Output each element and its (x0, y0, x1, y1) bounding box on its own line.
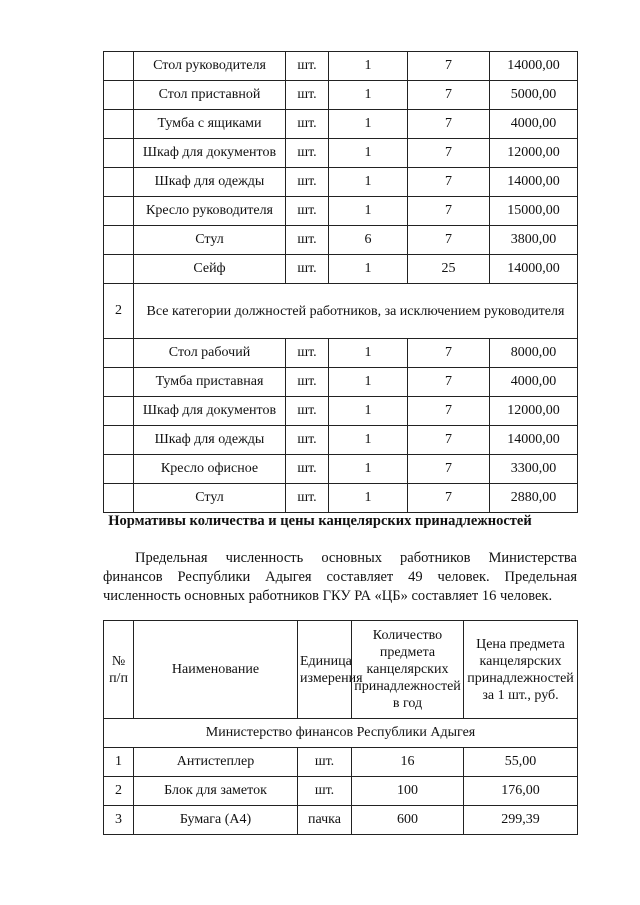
unit-cell: шт. (286, 226, 329, 255)
header-qty: Количество предмета канцелярских принадлежностей в год (352, 621, 464, 719)
name-cell: Антистеплер (134, 748, 298, 777)
years-cell: 7 (408, 139, 490, 168)
table-row (104, 168, 578, 197)
years-cell: 7 (408, 110, 490, 139)
category-text: Все категории должностей работников, за исключением руководителя (134, 284, 578, 339)
price-cell: 4000,00 (490, 110, 578, 139)
unit-cell: шт. (286, 484, 329, 513)
unit-cell: шт. (286, 397, 329, 426)
qty-cell: 1 (329, 455, 408, 484)
qty-cell: 1 (329, 255, 408, 284)
table-row (104, 368, 578, 397)
table-row (104, 455, 578, 484)
table-row (104, 748, 578, 777)
price-cell: 12000,00 (490, 397, 578, 426)
years-cell: 7 (408, 426, 490, 455)
qty-cell: 600 (352, 806, 464, 835)
years-cell: 7 (408, 484, 490, 513)
unit-cell: шт. (286, 255, 329, 284)
name-cell: Стул (134, 226, 286, 255)
name-cell: Блок для заметок (134, 777, 298, 806)
qty-cell: 6 (329, 226, 408, 255)
qty-cell: 100 (352, 777, 464, 806)
years-cell: 7 (408, 226, 490, 255)
num-cell (104, 455, 134, 484)
years-cell: 7 (408, 52, 490, 81)
name-cell: Шкаф для документов (134, 397, 286, 426)
num-cell (104, 110, 134, 139)
qty-cell: 1 (329, 426, 408, 455)
unit-cell: шт. (286, 110, 329, 139)
unit-cell: шт. (286, 339, 329, 368)
section-row (104, 719, 578, 748)
category-num: 2 (104, 284, 134, 339)
section-heading: Нормативы количества и цены канцелярских принадлежностей (108, 513, 532, 529)
furniture-norms-table (103, 51, 578, 513)
price-cell: 5000,00 (490, 81, 578, 110)
price-cell: 3300,00 (490, 455, 578, 484)
table-header-row (104, 621, 578, 719)
years-cell: 7 (408, 368, 490, 397)
name-cell: Стул (134, 484, 286, 513)
table-row (104, 110, 578, 139)
header-num: № п/п (104, 621, 134, 719)
header-unit: Единица измерения (298, 621, 352, 719)
price-cell: 299,39 (464, 806, 578, 835)
price-cell: 12000,00 (490, 139, 578, 168)
years-cell: 7 (408, 81, 490, 110)
header-name: Наименование (134, 621, 298, 719)
num-cell: 1 (104, 748, 134, 777)
qty-cell: 1 (329, 110, 408, 139)
unit-cell: шт. (286, 168, 329, 197)
header-price: Цена предмета канцелярских принадлежностей за 1 шт., руб. (464, 621, 578, 719)
num-cell (104, 426, 134, 455)
num-cell (104, 226, 134, 255)
table-row (104, 484, 578, 513)
unit-cell: шт. (298, 777, 352, 806)
num-cell (104, 368, 134, 397)
name-cell: Бумага (А4) (134, 806, 298, 835)
price-cell: 14000,00 (490, 426, 578, 455)
name-cell: Кресло руководителя (134, 197, 286, 226)
qty-cell: 1 (329, 52, 408, 81)
qty-cell: 1 (329, 397, 408, 426)
price-cell: 15000,00 (490, 197, 578, 226)
name-cell: Стол приставной (134, 81, 286, 110)
num-cell (104, 255, 134, 284)
name-cell: Шкаф для документов (134, 139, 286, 168)
price-cell: 176,00 (464, 777, 578, 806)
unit-cell: шт. (286, 139, 329, 168)
num-cell (104, 197, 134, 226)
name-cell: Тумба с ящиками (134, 110, 286, 139)
unit-cell: шт. (286, 455, 329, 484)
num-cell (104, 484, 134, 513)
num-cell: 2 (104, 777, 134, 806)
qty-cell: 1 (329, 197, 408, 226)
years-cell: 7 (408, 455, 490, 484)
num-cell: 3 (104, 806, 134, 835)
name-cell: Стол руководителя (134, 52, 286, 81)
num-cell (104, 52, 134, 81)
years-cell: 7 (408, 168, 490, 197)
price-cell: 4000,00 (490, 368, 578, 397)
price-cell: 8000,00 (490, 339, 578, 368)
name-cell: Шкаф для одежды (134, 426, 286, 455)
num-cell (104, 168, 134, 197)
years-cell: 7 (408, 397, 490, 426)
stationery-norms-table (103, 620, 578, 835)
name-cell: Стол рабочий (134, 339, 286, 368)
section-title: Министерство финансов Республики Адыгея (104, 719, 578, 748)
price-cell: 55,00 (464, 748, 578, 777)
price-cell: 3800,00 (490, 226, 578, 255)
table-row (104, 52, 578, 81)
num-cell (104, 81, 134, 110)
unit-cell: шт. (286, 52, 329, 81)
num-cell (104, 397, 134, 426)
qty-cell: 16 (352, 748, 464, 777)
qty-cell: 1 (329, 368, 408, 397)
unit-cell: шт. (286, 368, 329, 397)
years-cell: 25 (408, 255, 490, 284)
name-cell: Тумба приставная (134, 368, 286, 397)
qty-cell: 1 (329, 339, 408, 368)
qty-cell: 1 (329, 81, 408, 110)
table-row (104, 81, 578, 110)
qty-cell: 1 (329, 484, 408, 513)
table-row (104, 426, 578, 455)
price-cell: 14000,00 (490, 255, 578, 284)
table-row (104, 139, 578, 168)
unit-cell: пачка (298, 806, 352, 835)
staff-limit-paragraph: Предельная численность основных работников Министерства финансов Республики Адыгея составляет 49 человек. Предельная численность основных работников ГКУ РА «ЦБ» составляет 16 человек. (103, 550, 577, 604)
table-row (104, 197, 578, 226)
years-cell: 7 (408, 197, 490, 226)
price-cell: 14000,00 (490, 168, 578, 197)
table-row (104, 397, 578, 426)
num-cell (104, 339, 134, 368)
table-row (104, 806, 578, 835)
table-row (104, 339, 578, 368)
years-cell: 7 (408, 339, 490, 368)
table-row (104, 226, 578, 255)
unit-cell: шт. (286, 81, 329, 110)
unit-cell: шт. (286, 197, 329, 226)
qty-cell: 1 (329, 139, 408, 168)
table-row (104, 777, 578, 806)
name-cell: Кресло офисное (134, 455, 286, 484)
unit-cell: шт. (286, 426, 329, 455)
category-row (104, 284, 578, 339)
num-cell (104, 139, 134, 168)
qty-cell: 1 (329, 168, 408, 197)
name-cell: Шкаф для одежды (134, 168, 286, 197)
price-cell: 14000,00 (490, 52, 578, 81)
name-cell: Сейф (134, 255, 286, 284)
table-row (104, 255, 578, 284)
unit-cell: шт. (298, 748, 352, 777)
price-cell: 2880,00 (490, 484, 578, 513)
